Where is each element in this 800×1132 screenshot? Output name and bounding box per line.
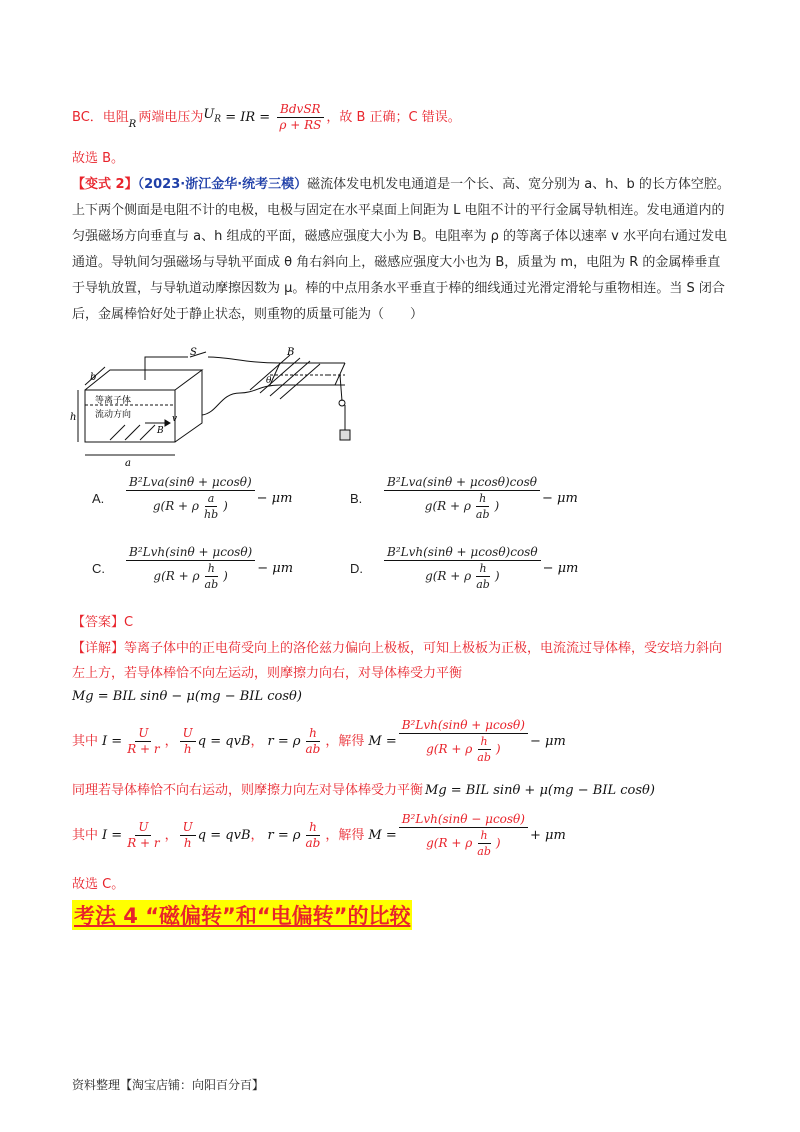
channel-right-face <box>175 370 202 442</box>
label-h: h <box>70 412 77 423</box>
label-b-side: b <box>90 372 97 383</box>
option-a[interactable]: A. B²Lva(sinθ + μcosθ) g(R + ρ $\frac{a}{hb}$ ) − μm <box>92 475 293 521</box>
rail-top <box>208 357 345 363</box>
box-text-2: 流动方向 <box>95 410 132 420</box>
label-b-top: B <box>287 347 295 358</box>
option-d[interactable]: D. B²Lvh(sinθ + μcosθ)cosθ g(R + ρ $\frac{h}{ab}$ ) − μm <box>350 545 579 591</box>
option-c[interactable]: C. B²Lvh(sinθ + μcosθ) g(R + ρ $\frac{h}{ab}$ ) − μm <box>92 545 294 591</box>
wire-top <box>145 357 188 380</box>
circuit-diagram <box>70 345 360 470</box>
detail-eq-1: Mg = BIL sinθ − μ(mg − BIL cosθ) <box>72 689 302 704</box>
answer: 【答案】C <box>72 615 134 630</box>
choice-c-text: 故选 C。 <box>72 877 125 892</box>
rail-bottom <box>202 385 345 415</box>
label-b-inner: B <box>157 426 164 436</box>
footer: 资料整理【淘宝店铺：向阳百分百】 <box>72 1078 265 1092</box>
box-text-1: 等离子体 <box>95 396 132 406</box>
section-heading: 考法 4 “磁偏转”和“电偏转”的比较 <box>72 900 412 930</box>
label-s: S <box>190 347 197 358</box>
detail-where-2: 其中 I = $\frac{U}{R + r}$ ， $\frac{U}{h}$ q = qvB ， r = ρ $\frac{h}{ab}$ ，解得 M = B²Lvh(sinθ − μcosθ) g(R + ρ $\frac{h}{ab}$ ) + μm <box>72 812 566 858</box>
variant-problem: 【变式 2】（2023·浙江金华·统考三模）磁流体发电机发电通道是一个长、高、宽分别为 a、h、b 的长方体空腔。上下两个侧面是电阻不计的电极，电极与固定在水平桌面上间距为 L 电阻不计的平行金属导轨相连。发电通道内的匀强磁场方向垂直与 a、h 组成的平面，磁感应强度大小为 B。电阻率为 ρ 的等离子体以速率 v 水平向右通过发电通道。导轨间匀强磁场与导轨平面成 θ 角右斜向上，磁感应强度大小也为 B，质量为 m，电阻为 R 的金属棒垂直于导轨放置，与导轨道动摩擦因数为 μ。棒的中点用条水平垂直于棒的细线通过光滑定滑轮与重物相连。当 S 闭合后，金属棒恰好处于静止状态，则重物的质量可能为（ ） <box>72 177 730 322</box>
channel-top-face <box>85 370 202 390</box>
bc-statement: BC．电阻 R 两端电压为 $U_R$ = IR = $\frac{\text{BdvSR}}{\rho + RS}$ ，故 B 正确；C 错误。 <box>72 102 461 132</box>
label-theta: θ <box>266 376 272 386</box>
detail-where-1: 其中 I = $\frac{U}{R + r}$ ， $\frac{U}{h}$ q = qvB ， r = ρ $\frac{h}{ab}$ ，解得 M = B²Lvh(sinθ + μcosθ) g(R + ρ $\frac{h}{ab}$ ) − μm <box>72 718 566 764</box>
voltage-symbol: $U_R$ <box>203 107 222 125</box>
option-b[interactable]: B. B²Lva(sinθ + μcosθ)cosθ g(R + ρ $\frac{h}{ab}$ ) − μm <box>350 475 578 521</box>
choice-b-text: 故选 B。 <box>72 151 125 166</box>
detail-text-2: 同理若导体棒恰不向右运动，则摩擦力向左对导体棒受力平衡 Mg = BIL sinθ + μ(mg − BIL cosθ) <box>72 783 655 798</box>
label-a: a <box>125 458 131 469</box>
detail-text-1: 【详解】等离子体中的正电荷受向上的洛伦兹力偏向上极板，可知上极板为正极，电流流过导体棒，受安培力斜向左上方，若导体棒恰不向左运动，则摩擦力向右，对导体棒受力平衡 <box>72 641 723 681</box>
label-v: v <box>172 414 178 424</box>
weight-block <box>340 430 350 440</box>
voltage-fraction: $\frac{\text{BdvSR}}{\rho + RS}$ <box>276 102 324 133</box>
